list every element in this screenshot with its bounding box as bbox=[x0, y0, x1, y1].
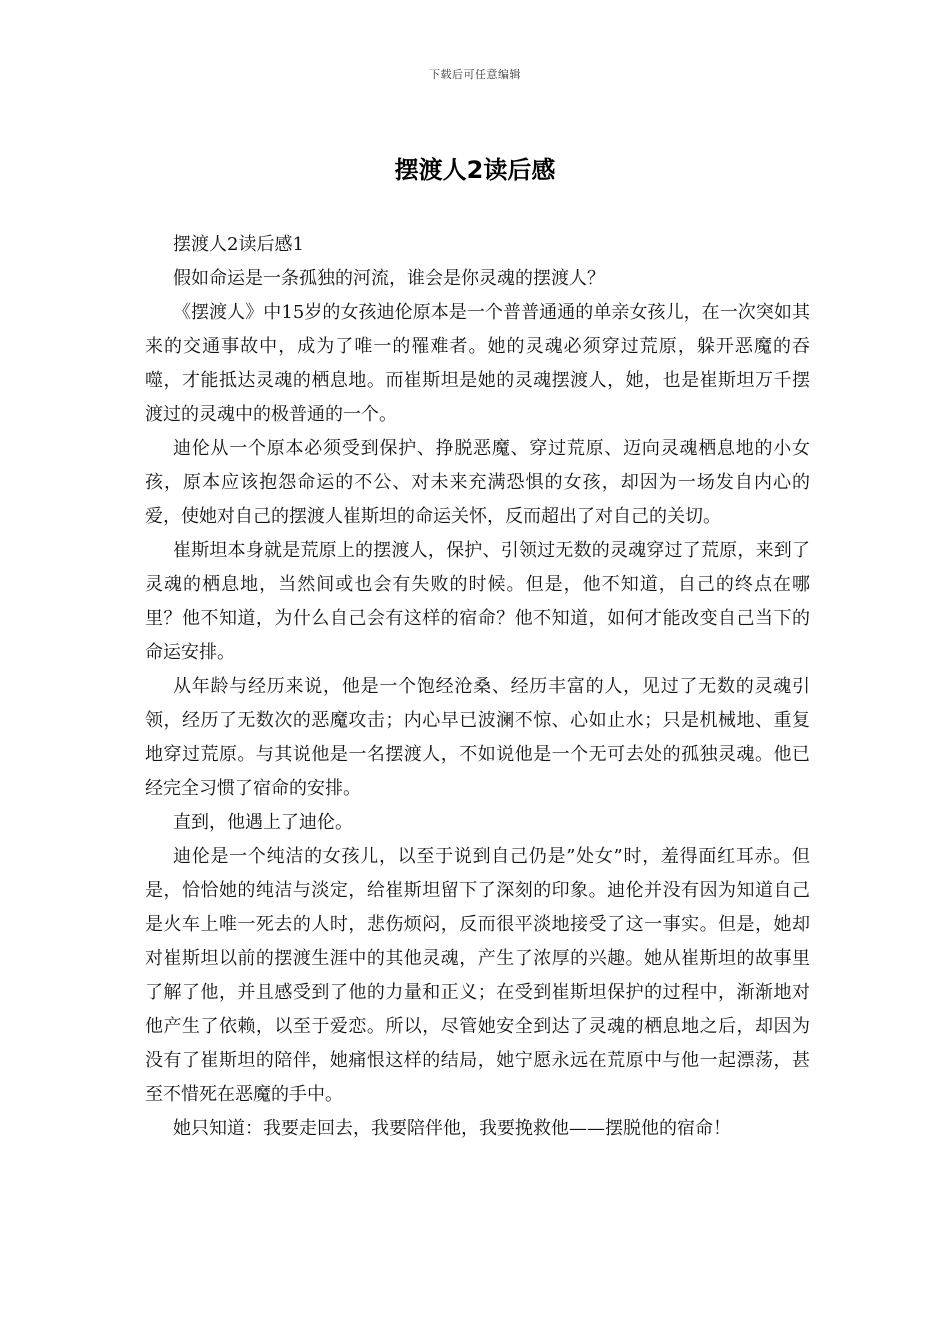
document-title: 摆渡人2读后感 bbox=[394, 156, 556, 184]
paragraph: 直到，他遇上了迪伦。 bbox=[173, 812, 353, 833]
paragraph: 她只知道：我要走回去，我要陪伴他，我要挽救他——摆脱他的宿命！ bbox=[173, 1118, 731, 1139]
paragraph: 迪伦从一个原本必须受到保护、挣脱恶魔、穿过荒原、迈向灵魂栖息地的小女孩，原本应该抱怨命运的不公、对未来充满恐惧的女孩，却因为一场发自内心的爱，使她对自己的摆渡人崔斯坦的命运关怀，反而超出了对自己的关切。 bbox=[145, 438, 810, 527]
document-body bbox=[145, 228, 810, 1146]
paragraph: 迪伦是一个纯洁的女孩儿，以至于说到自己仍是”处女”时，羞得面红耳赤。但是，恰恰她的纯洁与淡定，给崔斯坦留下了深刻的印象。迪伦并没有因为知道自己是火车上唯一死去的人时，悲伤烦闷，反而很平淡地接受了这一事实。但是，她却对崔斯坦以前的摆渡生涯中的其他灵魂，产生了浓厚的兴趣。她从崔斯坦的故事里了解了他，并且感受到了他的力量和正义；在受到崔斯坦保护的过程中，渐渐地对他产生了依赖，以至于爱恋。所以，尽管她安全到达了灵魂的栖息地之后，却因为没有了崔斯坦的陪伴，她痛恨这样的结局，她宁愿永远在荒原中与他一起漂荡，甚至不惜死在恶魔的手中。 bbox=[145, 846, 810, 1105]
paragraph: 《摆渡人》中15岁的女孩迪伦原本是一个普普通通的单亲女孩儿，在一次突如其来的交通事故中，成为了唯一的罹难者。她的灵魂必须穿过荒原，躲开恶魔的吞噬，才能抵达灵魂的栖息地。而崔斯坦是她的灵魂摆渡人，她，也是崔斯坦万千摆渡过的灵魂中的极普通的一个。 bbox=[145, 302, 810, 425]
page-header-note: 下载后可任意编辑 bbox=[429, 68, 521, 81]
paragraph: 假如命运是一条孤独的河流，谁会是你灵魂的摆渡人？ bbox=[173, 268, 605, 289]
paragraph: 从年龄与经历来说，他是一个饱经沧桑、经历丰富的人，见过了无数的灵魂引领，经历了无数次的恶魔攻击；内心早已波澜不惊、心如止水；只是机械地、重复地穿过荒原。与其说他是一名摆渡人，不如说他是一个无可去处的孤独灵魂。他已经完全习惯了宿命的安排。 bbox=[145, 676, 810, 799]
paragraph: 崔斯坦本身就是荒原上的摆渡人，保护、引领过无数的灵魂穿过了荒原，来到了灵魂的栖息地，当然间或也会有失败的时候。但是，他不知道，自己的终点在哪里？他不知道，为什么自己会有这样的宿命？他不知道，如何才能改变自己当下的命运安排。 bbox=[145, 540, 810, 663]
paragraph-subtitle: 摆渡人2读后感1 bbox=[173, 234, 304, 255]
